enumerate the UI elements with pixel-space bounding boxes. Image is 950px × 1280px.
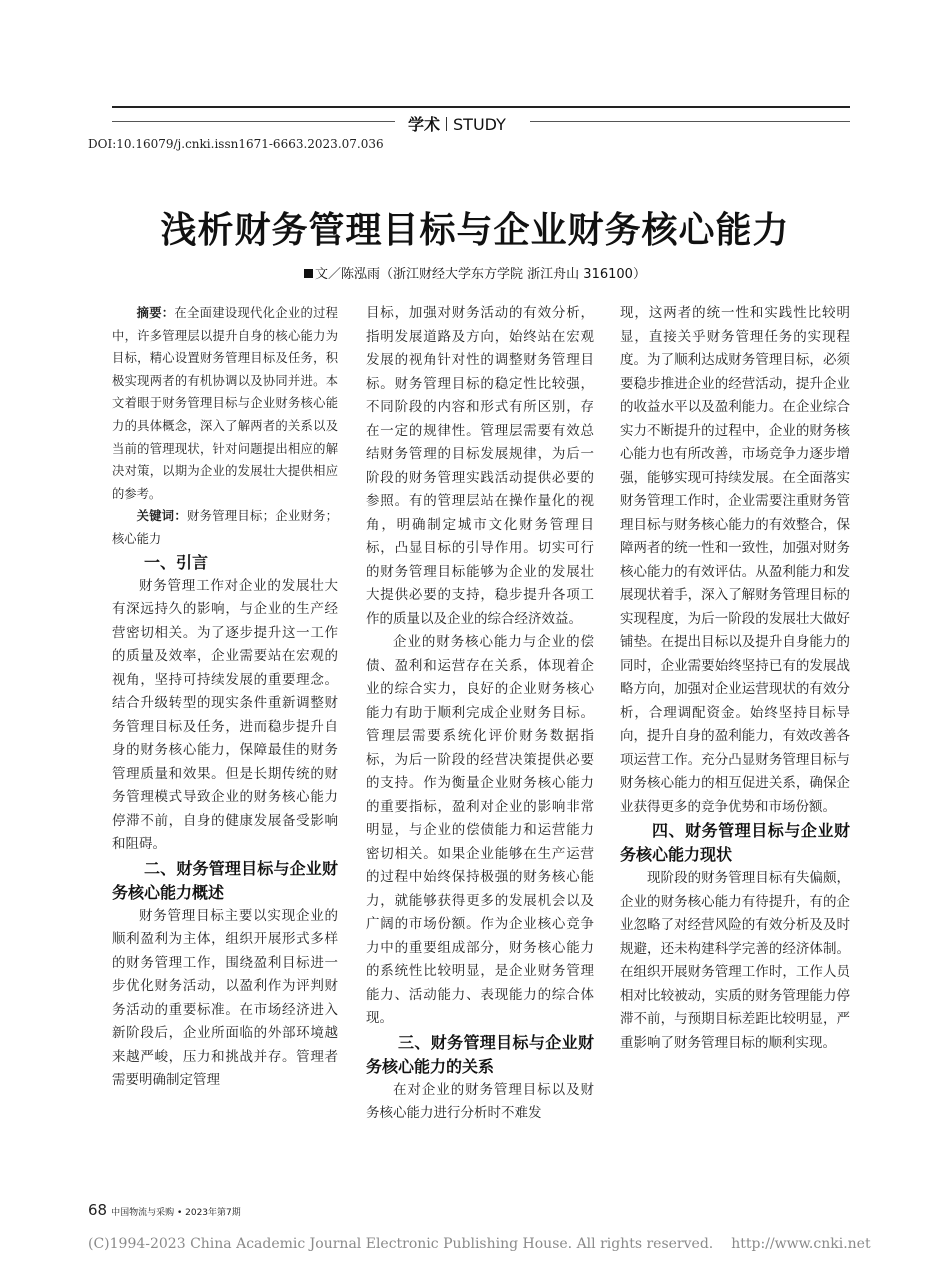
byline-text: 文／陈泓雨（浙江财经大学东方学院 浙江舟山 316100） (315, 267, 646, 282)
keywords (112, 505, 338, 550)
section-label-cn: 学术 (408, 115, 441, 134)
abstract (112, 302, 338, 505)
section-divider (446, 117, 447, 131)
header-rule (112, 106, 850, 108)
paragraph: 在对企业的财务管理目标以及财务核心能力进行分析时不难发 (366, 1081, 594, 1121)
copyright-text: (C)1994-2023 China Academic Journal Electronic Publishing House. All rights reserved. (88, 1236, 714, 1252)
column-1 (112, 302, 338, 1093)
byline-square-icon (304, 269, 313, 278)
column-3 (620, 302, 850, 1055)
paragraph: 财务管理工作对企业的发展壮大有深远持久的影响，与企业的生产经营密切相关。为了逐步提升这一工作的质量及效率，企业需要站在宏观的视角，坚持可持续发展的重要理念。结合升级转型的现实条件重新调整财务管理目标及任务，进而稳步提升自身的财务核心能力，保障最佳的财务管理质量和效果。但是长期传统的财务管理模式导致企业的财务核心能力停滞不前，自身的健康发展备受影响和阻碍。 (112, 577, 338, 853)
column-2 (366, 302, 594, 1126)
keywords-text: 财务管理目标；企业财务；核心能力 (112, 509, 338, 546)
section-heading-overview: 二、财务管理目标与企业财务核心能力概述 (112, 858, 338, 902)
section-heading-relationship: 三、财务管理目标与企业财务核心能力的关系 (366, 1032, 594, 1076)
section-label-en: STUDY (453, 115, 506, 134)
section-heading-status: 四、财务管理目标与企业财务核心能力现状 (620, 821, 850, 864)
paragraph: 现阶段的财务管理目标有失偏颇，企业的财务核心能力有待提升，有的企业忽略了对经营风险的有效分析及及时规避，还未构建科学完善的经济体制。在组织开展财务管理工作时，工作人员相对比较被动，实质的财务管理能力停滞不前，与预期目标差距比较明显，严重影响了财务管理目标的顺利实现。 (620, 870, 850, 1051)
abstract-text: 在全面建设现代化企业的过程中，许多管理层以提升自身的核心能力为目标，精心设置财务管理目标及任务，积极实现两者的有机协调以及协同并进。本文着眼于财务管理目标与企业财务核心能力的具体概念，深入了解两者的关系以及当前的管理现状，针对问题提出相应的解决对策，以期为企业的发展壮大提供相应的参考。 (112, 306, 338, 501)
section-heading-introduction: 一、引言 (144, 552, 209, 572)
doi: DOI:10.16079/j.cnki.issn1671-6663.2023.07.036 (88, 137, 384, 151)
paragraph: 现，这两者的统一性和实践性比较明显，直接关乎财务管理任务的实现程度。为了顺利达成财务管理目标，必须要稳步推进企业的经营活动，提升企业的收益水平以及盈利能力。在企业综合实力不断提升的过程中，企业的财务核心能力也有所改善，市场竞争力逐步增强，能够实现可持续发展。在全面落实财务管理工作时，企业需要注重财务管理目标与财务核心能力的有效整合，保障两者的统一性和一致性，加强对财务核心能力的有效评估。从盈利能力和发展现状着手，深入了解财务管理目标的实现程度，为后一阶段的发展壮大做好铺垫。在提出目标以及提升自身能力的同时，企业需要始终坚持已有的发展战略方向，加强对企业运营现状的有效分析，合理调配资金。始终坚持目标导向，提升自身的盈利能力，有效改善各项运营工作。充分凸显财务管理目标与财务核心能力的相互促进关系，确保企业获得更多的竞争优势和市场份额。 (620, 305, 850, 815)
page-number: 68 (88, 1201, 108, 1219)
copyright-line (88, 1236, 871, 1252)
paragraph: 目标，加强对财务活动的有效分析，指明发展道路及方向，始终站在宏观发展的视角针对性的调整财务管理目标。财务管理目标的稳定性比较强，不同阶段的内容和形式有所区别，存在一定的规律性。管理层需要有效总结财务管理的目标发展规律，为后一阶段的财务管理实践活动提供必要的参照。有的管理层站在操作量化的视角，明确制定城市文化财务管理目标，凸显目标的引导作用。切实可行的财务管理目标能够为企业的发展壮大提供必要的支持，稳步提升各项工作的质量以及企业的综合经济效益。 (366, 305, 594, 627)
section-rule-left (112, 121, 395, 122)
page-footer (88, 1200, 241, 1219)
section-label (408, 112, 506, 135)
paragraph: 财务管理目标主要以实现企业的顺利盈利为主体，组织开展形式多样的财务管理工作，围绕盈利目标进一步优化财务活动，以盈利作为评判财务活动的重要标准。在市场经济进入新阶段后，企业所面临的外部环境越来越严峻，压力和挑战并存。管理者需要明确制定管理 (112, 907, 338, 1089)
section-header (112, 112, 850, 132)
article-title: 浅析财务管理目标与企业财务核心能力 (160, 210, 790, 251)
keywords-label: 关键词： (136, 509, 188, 524)
section-rule-right (530, 121, 850, 122)
cnki-url: http://www.cnki.net (731, 1236, 871, 1252)
byline (0, 263, 950, 282)
journal-issue: 中国物流与采购 • 2023年第7期 (111, 1208, 241, 1218)
abstract-label: 摘要： (136, 306, 175, 320)
paragraph: 企业的财务核心能力与企业的偿债、盈利和运营存在关系，体现着企业的综合实力，良好的企业财务核心能力有助于顺利完成企业财务目标。管理层需要系统化评价财务数据指标，为后一阶段的经营决策提供必要的支持。作为衡量企业财务核心能力的重要指标，盈利对企业的影响非常明显，与企业的偿债能力和运营能力密切相关。如果企业能够在生产运营的过程中始终保持极强的财务核心能力，就能够获得更多的发展机会以及广阔的市场份额。作为企业核心竞争力中的重要组成部分，财务核心能力的系统性比较明显，是企业财务管理能力、活动能力、表现能力的综合体现。 (366, 634, 594, 1026)
